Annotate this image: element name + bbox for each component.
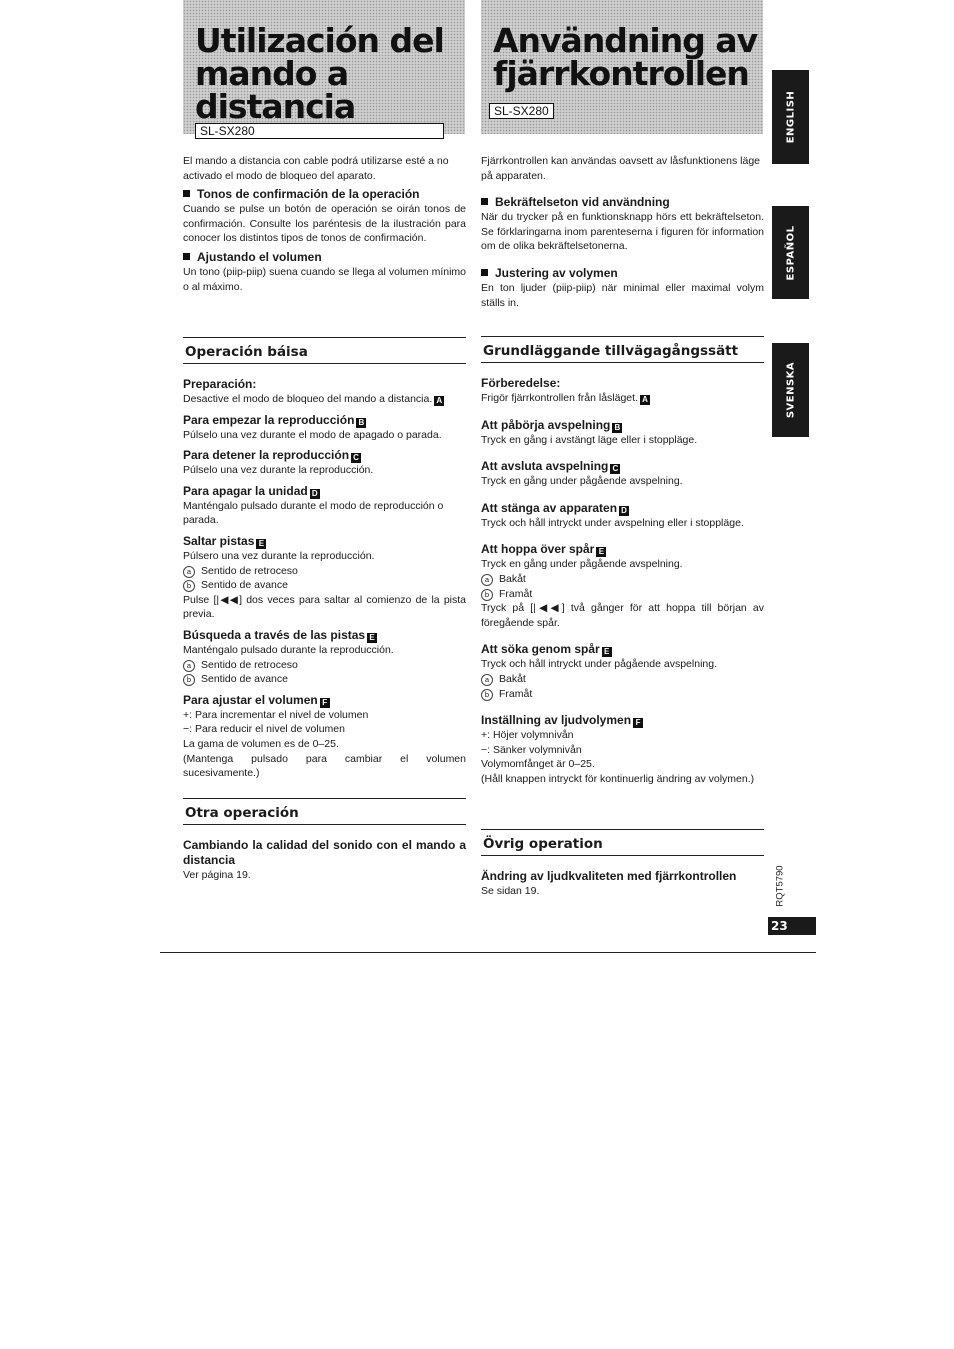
spanish-adjust-range: La gama de volumen es de 0–25. [183,737,339,750]
swedish-text-quality: Se sidan 19. [481,885,540,897]
spanish-skip-back: a Sentido de retroceso [183,564,466,579]
figure-letter-a: A [640,395,650,405]
swedish-search-forward: b Framåt [481,687,764,702]
spanish-text-prep: Desactive el modo de bloqueo del mando a distancia. A [183,392,466,407]
circle-b-icon: b [183,674,195,686]
swedish-section-other: Övrig operation [481,829,764,856]
circle-a-icon: a [183,566,195,578]
swedish-text-start: Tryck en gång i avstängt läge eller i stoppläge. [481,433,698,446]
spanish-text-tones: Cuando se pulse un botón de operación se oirán tonos de confirmación. Consulte los paréntesis de la ilustración para conocer los distintos tipos de tonos de confirmación. [183,203,466,245]
figure-letter-c: C [351,453,361,463]
spanish-text-quality: Ver página 19. [183,869,251,881]
spanish-heading-tones: Tonos de confirmación de la operación [183,187,466,202]
document-code: RQT5790 [774,865,786,907]
swedish-heading-skip: Att hoppa över spår E [481,542,764,557]
spanish-intro: El mando a distancia con cable podrá utilizarse esté a no activado el modo de bloqueo del aparato. [183,155,449,182]
figure-letter-e: E [256,539,266,549]
swedish-title-banner [481,0,763,134]
swedish-title-line-2: fjärrkontrollen [493,54,749,93]
spanish-section-other: Otra operación [183,798,466,825]
swedish-text-tones: När du trycker på en funktionsknapp hörs ett bekräftelseton. Se förklaringarna inom parenteserna i figuren för information om de olika bekräftelsetonerna. [481,211,764,253]
swedish-section-basic: Grundläggande tillvägagångssätt [481,336,764,363]
spanish-heading-stop: Para detener la reproducción C [183,448,466,463]
swedish-adjust-minus: −: Sänker volymnivån [481,743,582,756]
spanish-text-stop: Púlselo una vez durante la reproducción. [183,464,374,477]
swedish-heading-volume: Justering av volymen [481,266,764,281]
figure-letter-e: E [602,647,612,657]
spanish-text-start: Púlselo una vez durante el modo de apagado o parada. [183,428,442,441]
swedish-title-line-1: Användning av [493,21,758,60]
tab-english: ENGLISH [772,70,809,164]
figure-letter-d: D [619,506,629,516]
spanish-heading-off: Para apagar la unidad D [183,484,466,499]
figure-letter-f: F [633,718,643,728]
spanish-model-box: SL-SX280 [195,123,444,139]
spanish-heading-search: Búsqueda a través de las pistas E [183,628,466,643]
figure-letter-f: F [320,698,330,708]
figure-letter-c: C [610,464,620,474]
figure-letter-b: B [612,423,622,433]
spanish-heading-start: Para empezar la reproducción B [183,413,466,428]
swedish-intro: Fjärrkontrollen kan användas oavsett av låsfunktionens läge på apparaten. [481,155,760,182]
figure-letter-e: E [367,633,377,643]
figure-letter-e: E [596,547,606,557]
circle-a-icon: a [183,660,195,672]
spanish-heading-volume: Ajustando el volumen [183,250,466,265]
swedish-skip-forward: b Framåt [481,587,764,602]
swedish-heading-prep: Förberedelse: [481,376,561,390]
spanish-text-skip: Púlsero una vez durante la reproducción. [183,549,375,562]
page-number: 23 [768,917,816,935]
swedish-heading-start: Att påbörja avspelning B [481,418,764,433]
swedish-heading-tones: Bekräftelseton vid användning [481,195,764,210]
swedish-title [493,21,758,93]
swedish-heading-quality: Ändring av ljudkvaliteten med fjärrkontrollen [481,869,737,883]
figure-letter-a: A [434,396,444,406]
spanish-heading-adjust: Para ajustar el volumen F [183,693,466,708]
swedish-text-search: Tryck och håll intryckt under pågående avspelning. [481,658,717,671]
swedish-text-skip-2: Tryck på [|◀◀] två gånger för att hoppa till början av föregående spår. [481,602,764,629]
swedish-heading-search: Att söka genom spår E [481,642,764,657]
spanish-heading-prep: Preparación: [183,377,257,391]
spanish-adjust-hold: (Mantenga pulsado para cambiar el volumen sucesivamente.) [183,752,466,780]
circle-b-icon: b [183,580,195,592]
spanish-skip-forward: b Sentido de avance [183,578,466,593]
swedish-adjust-range: Volymomfånget är 0–25. [481,758,595,771]
spanish-title-line-2: mando a [195,54,349,93]
spanish-section-basic: Operación báisa [183,337,466,364]
spanish-search-forward: b Sentido de avance [183,672,466,687]
figure-letter-b: B [356,418,366,428]
spanish-adjust-minus: −: Para reducir el nivel de volumen [183,723,345,736]
spanish-search-back: a Sentido de retroceso [183,658,466,673]
spanish-heading-quality: Cambiando la calidad del sonido con el mando a distancia [183,838,466,867]
swedish-text-volume: En ton ljuder (piip-piip) när minimal eller maximal volym ställs in. [481,281,764,309]
swedish-adjust-hold: (Håll knappen intryckt för kontinuerlig ändring av volymen.) [481,772,755,785]
spanish-text-search: Manténgalo pulsado durante la reproducción. [183,643,394,656]
spanish-title-line-3: distancia SL-SX280 [195,90,444,139]
swedish-text-off: Tryck och håll intryckt under avspelning eller i stoppläge. [481,516,744,529]
swedish-heading-stop: Att avsluta avspelning C [481,459,764,474]
circle-b-icon: b [481,589,493,601]
swedish-heading-off: Att stänga av apparaten D [481,501,764,516]
swedish-text-skip: Tryck en gång under pågående avspelning. [481,558,683,571]
swedish-text-prep: Frigör fjärrkontrollen från låsläget. A [481,391,764,406]
spanish-heading-skip: Saltar pistas E [183,534,466,549]
spanish-title-banner [183,0,465,138]
tab-espanol: ESPAÑOL [772,206,809,299]
spanish-adjust-plus: +: Para incrementar el nivel de volumen [183,708,369,721]
tab-svenska: SVENSKA [772,343,809,437]
bottom-divider [160,952,816,953]
spanish-text-volume: Un tono (piip-piip) suena cuando se llega al volumen mínimo o al máximo. [183,265,466,293]
spanish-title [195,21,444,139]
spanish-text-skip-2: Pulse [|◀◀] dos veces para saltar al comienzo de la pista previa. [183,593,466,621]
swedish-text-stop: Tryck en gång under pågående avspelning. [481,475,683,488]
swedish-skip-back: a Bakåt [481,572,764,587]
circle-a-icon: a [481,574,493,586]
figure-letter-d: D [310,489,320,499]
swedish-model-box: SL-SX280 [489,103,554,119]
swedish-search-back: a Bakåt [481,672,764,687]
swedish-adjust-plus: +: Höjer volymnivån [481,729,574,742]
circle-b-icon: b [481,689,493,701]
swedish-heading-adjust: Inställning av ljudvolymen F [481,713,764,728]
spanish-text-off: Manténgalo pulsado durante el modo de reproducción o parada. [183,499,444,527]
spanish-title-line-1: Utilización del [195,21,444,60]
circle-a-icon: a [481,674,493,686]
